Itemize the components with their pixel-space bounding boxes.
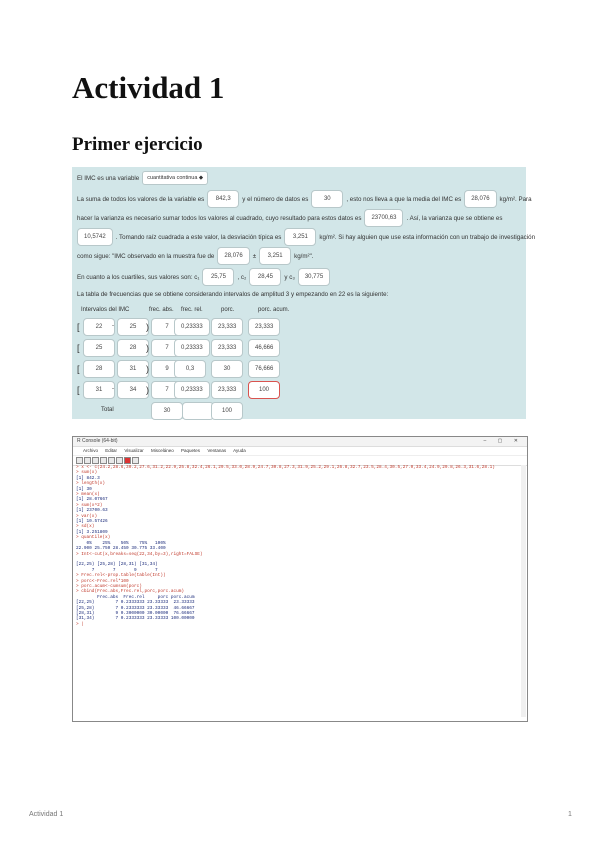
menu-paquetes[interactable]: Paquetes [181,448,201,453]
interval-lo-input[interactable]: 28 [83,360,115,378]
menu-ventanas[interactable]: Ventanas [207,448,227,453]
summary-unit-text: kg/m²". [294,252,314,260]
console-output-line: 7 7 9 7 [76,567,158,573]
section-title: Primer ejercicio [72,134,203,155]
console-output-line: [22,25) [25,28) [28,31) [31,34) [76,562,158,568]
menu-editar[interactable]: Editar [105,448,118,453]
page-number: 1 [568,811,572,818]
console-command-line: > Frec.rel<-prop.table(table(Int)) [76,573,166,579]
console-command-line: > porc<-Frec.rel*100 [76,578,129,584]
menu-visualizar[interactable]: Visualizar [124,448,144,453]
menu-miscelaneo[interactable]: Misceláneo [151,448,174,453]
line-quartiles [77,268,330,286]
total-abs-input[interactable]: 30 [151,402,183,420]
acum-input[interactable]: 46,666 [248,339,280,357]
line-table-intro [77,291,388,298]
rel-input[interactable]: 0,23333 [174,318,210,336]
pct-input[interactable]: 23,333 [211,381,243,399]
variance-input[interactable]: 10,5742 [77,228,113,246]
header-abs: frec. abs. [149,307,174,313]
paste-icon[interactable] [108,457,115,464]
abs-input[interactable]: 7 [151,318,183,336]
pct-input[interactable]: 23,333 [211,318,243,336]
print-icon[interactable] [132,457,139,464]
mean-text: , esto nos lleva a que la media del IMC es [346,195,462,203]
interval-hi-input[interactable]: 25 [117,318,149,336]
console-command-line: > sd(x) [76,524,95,530]
line-variable-type [77,171,208,185]
r-console-window [72,436,528,722]
line-sum [77,190,532,208]
console-output-line: [1] 10.57426 [76,519,108,525]
sum-input[interactable]: 842,3 [207,190,239,208]
sumsq-input[interactable]: 23700,63 [364,209,403,227]
window-controls[interactable]: – ▢ ✕ [483,438,523,444]
rel-input[interactable]: 0,23333 [174,339,210,357]
line-variance [77,228,535,246]
sumsq-text: hacer la varianza es necesario sumar todos los valores al cuadrado, cuyo resultado para estos datos es [77,214,362,222]
summary-text: como sigue: "IMC observado en la muestra fue de [77,252,215,260]
console-command-line: > | [76,621,84,627]
sd-input[interactable]: 3,251 [284,228,316,246]
console-command-line: > cbind(Frec.abs,Frec.rel,porc,porc.acum) [76,589,185,595]
interval-lo-input[interactable]: 22 [83,318,115,336]
r-console-output[interactable] [76,465,519,717]
quartiles-text: En cuanto a los cuartiles, sus valores son: c₁ [77,273,200,281]
r-title-bar [73,437,527,447]
header-pct: porc. [221,307,235,313]
header-intervals: Intervalos del IMC [81,307,130,313]
console-output-line: 22.900 25.750 28.450 30.775 33.400 [76,546,166,552]
menu-archivo[interactable]: Archivo [83,448,99,453]
console-output-line: [25,28) 7 0.2333333 23.33333 46.66667 [76,605,195,611]
summary-sd-input[interactable]: 3,251 [259,247,291,265]
open-script-icon[interactable] [76,457,83,464]
scrollbar[interactable] [521,465,526,717]
console-command-line: > var(x) [76,513,98,519]
sum-text: La suma de todos los valores de la variable es [77,195,205,203]
console-output-line: [1] 30 [76,486,92,492]
q1-input[interactable]: 25,75 [202,268,234,286]
q3-input[interactable]: 30,775 [298,268,330,286]
console-command-line: > quantile(x) [76,535,111,541]
line-sum-squares [77,209,502,227]
stop-icon[interactable] [124,457,131,464]
table-intro-text: La tabla de frecuencias que se obtiene considerando intervalos de amplitud 3 y empezando en 22 es la siguiente: [77,291,389,298]
interval-lo-input[interactable]: 25 [83,339,115,357]
interval-hi-input[interactable]: 34 [117,381,149,399]
mean-input[interactable]: 28,076 [464,190,496,208]
sd-unit-text: kg/m². Si hay alguien que use esta información con un trabajo de investigación [319,233,536,241]
mean-unit-text: kg/m². Para [499,195,532,203]
variance-text: . Así, la varianza que se obtiene es [406,214,503,222]
menu-ayuda[interactable]: Ayuda [233,448,246,453]
console-output-line: [1] 842.3 [76,475,100,481]
line-summary [77,247,314,265]
total-label: Total [101,407,114,413]
exercise-panel: El IMC es una variable cuantitativa continua ◆ La suma de todos los valores de la variable es 842,3 y el número de datos es 30 , esto nos lleva a que la media del IMC es 28,076 kg/m². Para hacer la varianza es necesario sumar todos los valores al cuadrado, cuyo resultado para estos datos es 23700,63 . Así, la varianza que se obtiene es 10,5742 . Tomando raíz cuadrada a este valor, la desviación típica es 3,251 kg/m². Si hay alguien que use esta información con un trabajo de investigación como sigue: "IMC observado en la muestra fue de 28,076 ± 3,251 kg/m²". En cuanto a los cuartiles, sus valores son: c₁ 25,75 , c₂ 28,45 y c₃ 30,775 La tabla de frecuencias que se obtiene considerando intervalos de amplitud 3 y empezando en 22 es la siguiente: Intervalos del IMC frec. abs. frec. rel. porc. porc. acum. [ 22 - 25 ) 7 0,23333 23,333 23,333 [ 25 28 ) 7 0,23333 23,333 46,666 [ 28 31 ) 9 0,3 30 76,666 [ 31 - 34 ) 7 0,23333 23,333 100 Total 30 100 [72,167,526,419]
n-text: y el número de datos es [242,195,309,203]
save-icon[interactable] [92,457,99,464]
q2-label: , c₂ [237,273,247,281]
r-menu-bar [73,447,527,456]
console-command-line: > length(x) [76,481,105,487]
summary-mean-input[interactable]: 28,076 [217,247,249,265]
console-output-line: [22,25) 7 0.2333333 23.33333 23.33333 [76,600,195,606]
console-output-line: [1] 3.251809 [76,529,108,535]
console-output-line: [1] 28.07667 [76,497,108,503]
copy-paste-icon[interactable] [116,457,123,464]
rel-input[interactable]: 0,3 [174,360,206,378]
abs-input[interactable]: 7 [151,339,183,357]
console-command-line: > sum(x) [76,470,98,476]
plus-minus: ± [252,252,257,260]
console-command-line: > x <- c(24.2,28.6,30.2,27.6,31.2,22.9,25.8,32.4,26.1,29.5,33.0,28.9,24.7,30.8,27.3,31.9,25.2,29.1,26.8,32.7,23.5,28.4,30.5,27.0,33.4,24.9,29.8,26.3,31.6,28.1) [76,465,495,470]
footer-title: Actividad 1 [29,811,64,818]
pct-input[interactable]: 23,333 [211,339,243,357]
console-command-line: > sum(x^2) [76,502,103,508]
sd-text: . Tomando raíz cuadrada a este valor, la desviación típica es [115,233,282,241]
pct-input[interactable]: 30 [211,360,243,378]
interval-lo-input[interactable]: 31 [83,381,115,399]
header-acum: porc. acum. [258,307,290,313]
abs-input[interactable]: 7 [151,381,183,399]
console-command-line: > mean(x) [76,492,100,498]
console-output-line: 0% 25% 50% 75% 100% [76,540,166,546]
n-input[interactable]: 30 [311,190,343,208]
console-output-line: [31,34) 7 0.2333333 23.33333 100.00000 [76,616,195,622]
q3-label: y c₃ [284,273,295,281]
console-command-line: > Int<-cut(x,breaks=seq(22,34,by=3),right=FALSE) [76,551,203,557]
acum-input[interactable]: 23,333 [248,318,280,336]
console-output-line: [1] 23700.63 [76,508,108,514]
page-title: Actividad 1 [72,70,225,105]
variable-type-select[interactable]: cuantitativa continua ◆ [142,171,208,185]
total-rel-input[interactable] [182,402,214,420]
copy-icon[interactable] [100,457,107,464]
rel-input[interactable]: 0,23333 [174,381,210,399]
console-output-line: [28,31) 9 0.3000000 30.00000 76.66667 [76,610,195,616]
interval-hi-input[interactable]: 31 [117,360,149,378]
console-output-line: Frec.abs Frec.rel porc porc.acum [76,594,195,600]
variable-type-text: El IMC es una variable [77,174,140,182]
acum-input-focused[interactable]: 100 [248,381,280,399]
abs-input[interactable]: 9 [151,360,183,378]
r-title: R Console (64-bit) [77,438,118,444]
load-workspace-icon[interactable] [84,457,91,464]
acum-input[interactable]: 76,666 [248,360,280,378]
q2-input[interactable]: 28,45 [249,268,281,286]
interval-hi-input[interactable]: 28 [117,339,149,357]
header-rel: frec. rel. [181,307,203,313]
total-pct-input[interactable]: 100 [211,402,243,420]
console-command-line: > porc.acum<-cumsum(porc) [76,583,142,589]
